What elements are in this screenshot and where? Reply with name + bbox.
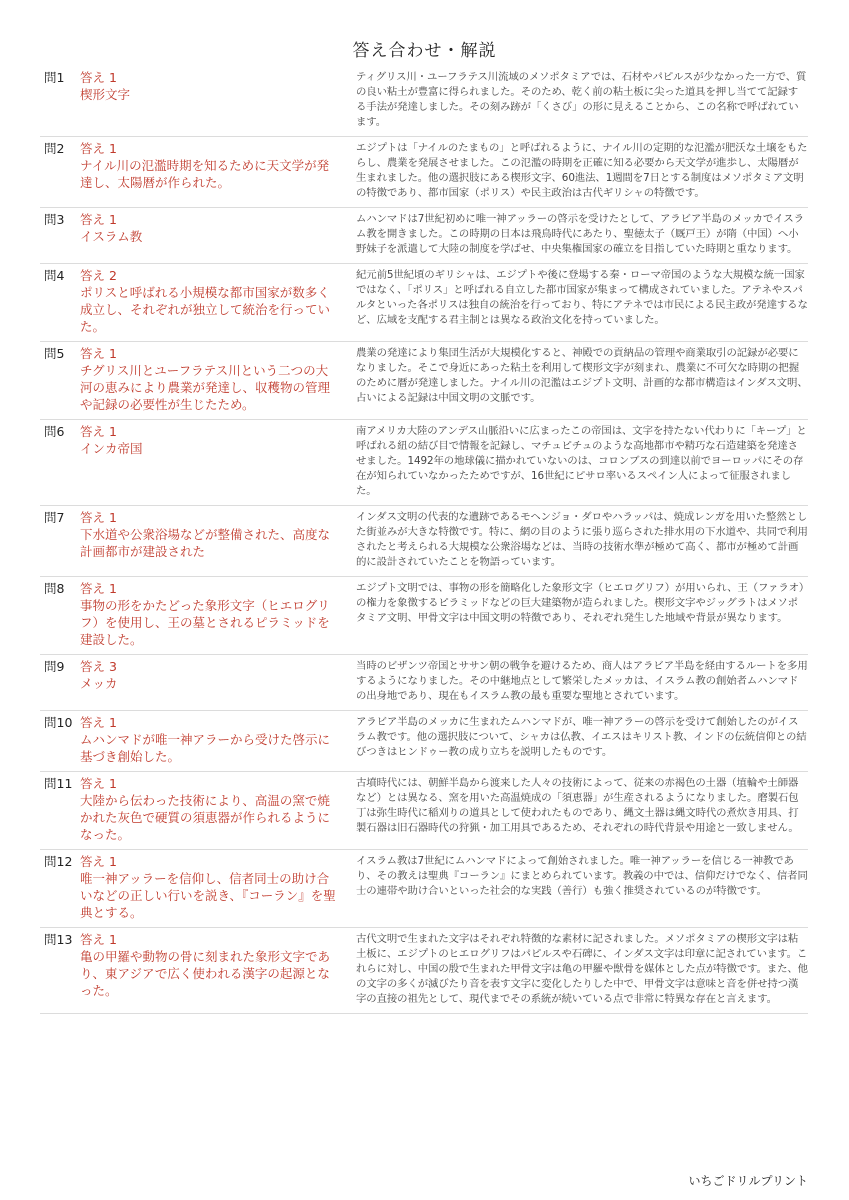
answer-text: 下水道や公衆浴場などが整備された、高度な計画都市が建設された	[80, 527, 331, 559]
answer-text: ポリスと呼ばれる小規模な都市国家が数多く成立し、それぞれが独立して統治を行っていた。	[80, 285, 331, 334]
column-gap	[343, 506, 356, 577]
question-number: 問11	[40, 772, 80, 850]
answer-text: 大陸から伝わった技術により、高温の窯で焼かれた灰色で硬質の須恵器が作られるようになった。	[80, 793, 331, 842]
answer-text: 楔形文字	[80, 87, 131, 102]
question-number: 問1	[40, 66, 80, 137]
question-number: 問7	[40, 506, 80, 577]
column-gap	[343, 264, 356, 342]
answer-label: 答え 1	[80, 932, 117, 947]
question-row	[40, 342, 808, 420]
question-row	[40, 928, 808, 1014]
explanation-text: インダス文明の代表的な遺跡であるモヘンジョ・ダロやハラッパは、焼成レンガを用いた整然とした街並みが大きな特徴です。特に、網の目のように張り巡らされた排水用の下水道や、共同で利用されたと考えられる大規模な公衆浴場などは、当時の技術水準が極めて高く、都市が極めて計画的に設計されていたことを物語っています。	[356, 506, 808, 577]
column-gap	[343, 711, 356, 772]
answer-label: 答え 1	[80, 141, 117, 156]
answer-text: インカ帝国	[80, 441, 143, 456]
answer-cell	[80, 711, 343, 772]
page-title: 答え合わせ・解説	[352, 41, 497, 61]
explanation-text: ムハンマドは7世紀初めに唯一神アッラーの啓示を受けたとして、アラビア半島のメッカでイスラム教を開きました。この時期の日本は飛鳥時代にあたり、聖徳太子（厩戸王）が隋（中国）へ小野妹子を派遣して大陸の制度を学ばせ、中央集権国家の確立を目指していた時期と重なります。	[356, 208, 808, 264]
column-gap	[343, 420, 356, 506]
explanation-text: エジプトは「ナイルのたまもの」と呼ばれるように、ナイル川の定期的な氾濫が肥沃な土壌をもたらし、農業を発展させました。この氾濫の時期を正確に知る必要から天文学が進歩し、太陽暦が生まれました。他の選択肢にある楔形文字、60進法、1週間を7日とする制度はメソポタミア文明の特徴であり、都市国家（ポリス）や民主政治は古代ギリシャの特徴です。	[356, 137, 808, 208]
question-number: 問12	[40, 850, 80, 928]
answer-label: 答え 2	[80, 268, 117, 283]
explanation-text: アラビア半島のメッカに生まれたムハンマドが、唯一神アラーの啓示を受けて創始したのがイスラム教です。他の選択肢について、シャカは仏教、イエスはキリスト教、インドの伝統信仰との結びつきはヒンドゥー教の成り立ちを説明したものです。	[356, 711, 808, 772]
question-row	[40, 66, 808, 137]
answer-cell	[80, 655, 343, 711]
question-row	[40, 772, 808, 850]
explanation-text: ティグリス川・ユーフラテス川流域のメソポタミアでは、石材やパピルスが少なかった一方で、質の良い粘土が豊富に得られました。そのため、乾く前の粘土板に尖った道具を押し当てて記録する手法が発達しました。その刻み跡が「くさび」の形に見えることから、この名称で呼ばれています。	[356, 66, 808, 137]
column-gap	[343, 66, 356, 137]
answer-cell	[80, 66, 343, 137]
question-number: 問2	[40, 137, 80, 208]
question-number: 問10	[40, 711, 80, 772]
column-gap	[343, 655, 356, 711]
column-gap	[343, 928, 356, 1014]
answer-cell	[80, 264, 343, 342]
answer-text: メッカ	[80, 676, 118, 691]
answer-text: 事物の形をかたどった象形文字（ヒエログリフ）を使用し、王の墓とされるピラミッドを建設した。	[80, 598, 330, 647]
column-gap	[343, 772, 356, 850]
answer-text: ナイル川の氾濫時期を知るために天文学が発達し、太陽暦が作られた。	[80, 158, 330, 190]
answer-cell	[80, 577, 343, 655]
question-number: 問9	[40, 655, 80, 711]
question-row	[40, 850, 808, 928]
answer-cell	[80, 208, 343, 264]
question-number: 問6	[40, 420, 80, 506]
question-number: 問3	[40, 208, 80, 264]
answer-text: ムハンマドが唯一神アラーから受けた啓示に基づき創始した。	[80, 732, 331, 764]
question-number: 問8	[40, 577, 80, 655]
question-row	[40, 711, 808, 772]
question-row	[40, 655, 808, 711]
answer-label: 答え 1	[80, 212, 117, 227]
explanation-text: 南アメリカ大陸のアンデス山脈沿いに広まったこの帝国は、文字を持たない代わりに「キープ」と呼ばれる紐の結び目で情報を記録し、マチュピチュのような高地都市や精巧な石造建築を発達させました。1492年の地球儀に描かれていないのは、コロンブスの到達以前でヨーロッパにその存在が知られていなかったためですが、16世紀にピサロ率いるスペイン人によって征服されました。	[356, 420, 808, 506]
column-gap	[343, 342, 356, 420]
answer-label: 答え 1	[80, 776, 117, 791]
question-number: 問4	[40, 264, 80, 342]
column-gap	[343, 137, 356, 208]
explanation-text: 当時のビザンツ帝国とササン朝の戦争を避けるため、商人はアラビア半島を経由するルートを多用するようになりました。その中継地点として繁栄したメッカは、イスラム教の創始者ムハンマドの出身地であり、現在もイスラム教の最も重要な聖地とされています。	[356, 655, 808, 711]
answer-label: 答え 1	[80, 854, 117, 869]
answer-cell	[80, 420, 343, 506]
answer-text: 唯一神アッラーを信仰し、信者同士の助け合いなどの正しい行いを説き、『コーラン』を聖典とする。	[80, 871, 336, 920]
explanation-text: エジプト文明では、事物の形を簡略化した象形文字（ヒエログリフ）が用いられ、王（ファラオ）の権力を象徴するピラミッドなどの巨大建築物が造られました。楔形文字やジッグラトはメソポタミア文明、甲骨文字は中国文明の特徴であり、それぞれ発生した地域や背景が異なります。	[356, 577, 808, 655]
answer-label: 答え 1	[80, 424, 117, 439]
answer-label: 答え 1	[80, 70, 117, 85]
explanation-text: イスラム教は7世紀にムハンマドによって創始されました。唯一神アッラーを信じる一神教であり、その教えは聖典『コーラン』にまとめられています。教義の中では、信仰だけでなく、信者同士の連帯や助け合いといった社会的な実践（善行）も強く推奨されているのが特徴です。	[356, 850, 808, 928]
answer-cell	[80, 506, 343, 577]
answer-text: イスラム教	[80, 229, 143, 244]
question-row	[40, 420, 808, 506]
answer-label: 答え 1	[80, 346, 117, 361]
footer-brand: いちごドリルプリント	[688, 1174, 808, 1188]
explanation-text: 紀元前5世紀頃のギリシャは、エジプトや後に登場する秦・ローマ帝国のような大規模な統一国家ではなく、「ポリス」と呼ばれる自立した都市国家が集まって構成されていました。アテネやスパルタといった各ポリスは独自の統治を行っており、特にアテネでは市民による民主政が発達するなど、広域を支配する君主制とは異なる政治文化を持っていました。	[356, 264, 808, 342]
explanation-text: 古代文明で生まれた文字はそれぞれ特徴的な素材に記されました。メソポタミアの楔形文字は粘土板に、エジプトのヒエログリフはパピルスや石碑に、インダス文字は印章に記されています。これらに対し、中国の殷で生まれた甲骨文字は亀の甲羅や獣骨を媒体とした点が特徴です。また、他の文字の多くが滅びたり音を表す文字に変化したりした中で、甲骨文字は意味と音を併せ持つ漢字の直接の祖先として、現代までその系統が続いている点で非常に特異な存在と言えます。	[356, 928, 808, 1014]
answer-label: 答え 1	[80, 581, 117, 596]
explanation-text: 農業の発達により集団生活が大規模化すると、神殿での貢納品の管理や商業取引の記録が必要になりました。そこで身近にあった粘土を利用して楔形文字が刻まれ、農業に不可欠な時期の把握のために暦が発達しました。ナイル川の氾濫はエジプト文明、計画的な都市構造はインダス文明、占いによる記録は中国文明の文脈です。	[356, 342, 808, 420]
question-row	[40, 137, 808, 208]
question-row	[40, 506, 808, 577]
answer-label: 答え 1	[80, 510, 117, 525]
question-row	[40, 264, 808, 342]
answer-text: 亀の甲羅や動物の骨に刻まれた象形文字であり、東アジアで広く使われる漢字の起源となった。	[80, 949, 331, 998]
column-gap	[343, 850, 356, 928]
question-row	[40, 208, 808, 264]
column-gap	[343, 208, 356, 264]
answer-table	[40, 66, 808, 1014]
question-number: 問13	[40, 928, 80, 1014]
answer-label: 答え 3	[80, 659, 117, 674]
question-row	[40, 577, 808, 655]
answer-cell	[80, 772, 343, 850]
answer-label: 答え 1	[80, 715, 117, 730]
question-number: 問5	[40, 342, 80, 420]
explanation-text: 古墳時代には、朝鮮半島から渡来した人々の技術によって、従来の赤褐色の土器（埴輪や土師器など）とは異なる、窯を用いた高温焼成の「須恵器」が生産されるようになりました。磨製石包丁は弥生時代に稲刈りの道具として使われたものであり、縄文土器は縄文時代の煮炊き用具、打製石器は旧石器時代の狩猟・加工用具であるため、それぞれの時代背景や用途と一致しません。	[356, 772, 808, 850]
answer-text: チグリス川とユーフラテス川という二つの大河の恵みにより農業が発達し、収穫物の管理や記録の必要性が生じたため。	[80, 363, 331, 412]
column-gap	[343, 577, 356, 655]
answer-cell	[80, 850, 343, 928]
answer-cell	[80, 928, 343, 1014]
answer-cell	[80, 137, 343, 208]
answer-cell	[80, 342, 343, 420]
